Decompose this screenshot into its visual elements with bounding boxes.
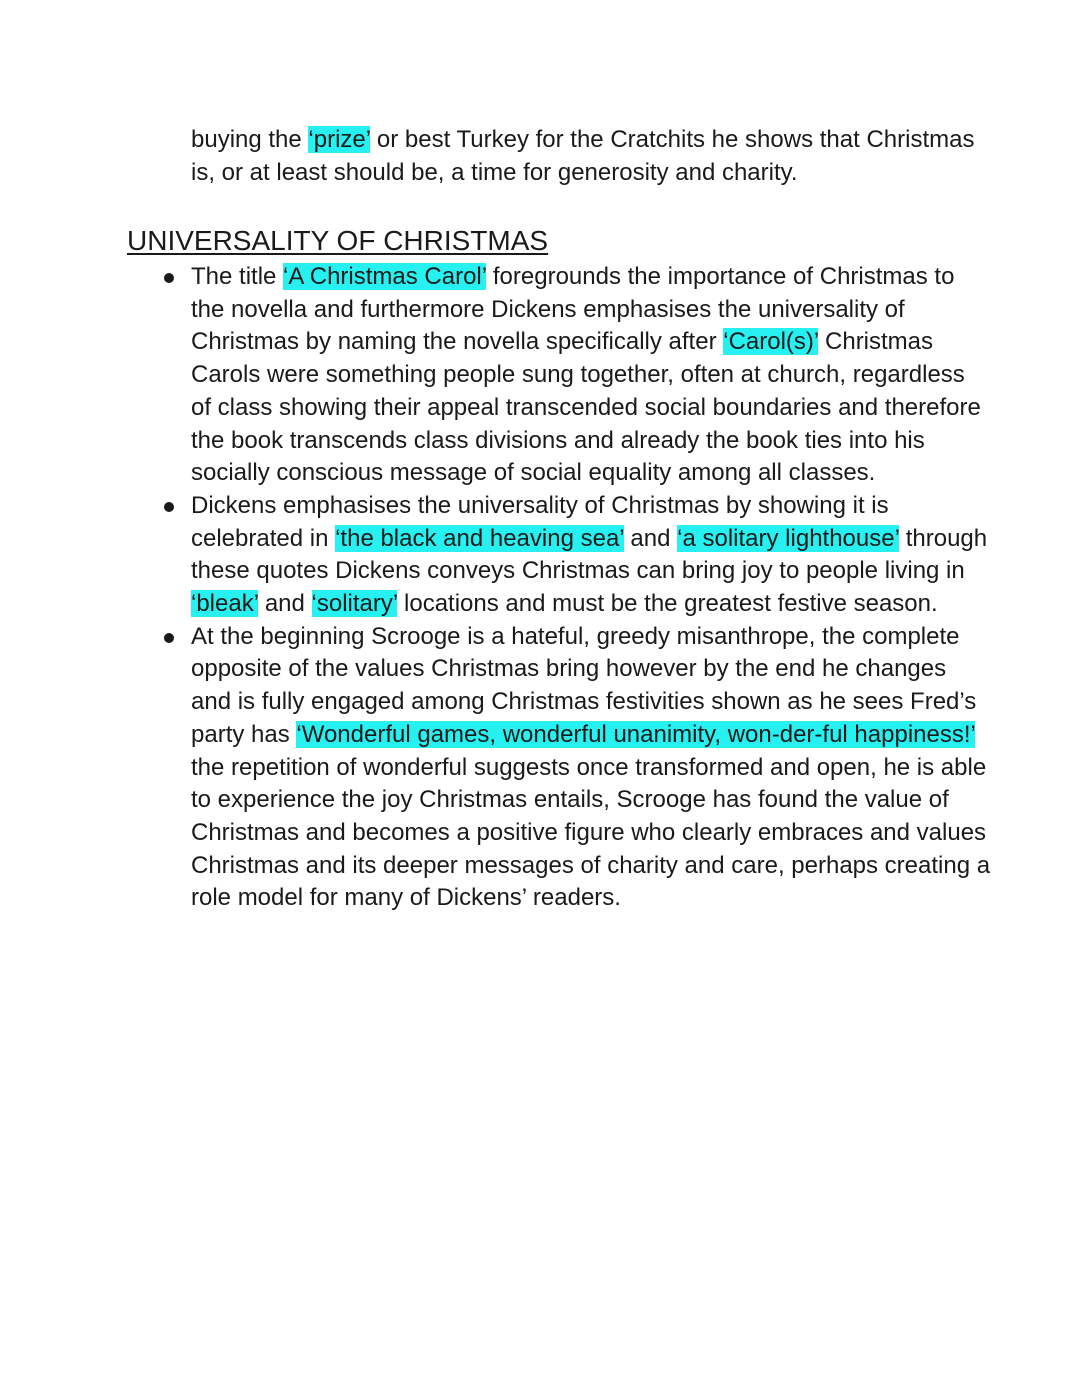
quote-a-christmas-carol: ‘A Christmas Carol’ xyxy=(283,263,487,290)
bullet2-text-5: locations and must be the greatest festive season. xyxy=(397,590,938,618)
quote-solitary-lighthouse: ‘a solitary lighthouse’ xyxy=(677,524,900,552)
bullet2-text-3: through these quotes Dickens conveys Christmas can bring joy to people living in xyxy=(191,524,988,585)
bullet-icon xyxy=(164,633,174,643)
quote-black-heaving-sea: ‘the black and heaving sea’ xyxy=(335,524,624,552)
bullet-icon xyxy=(164,273,174,283)
bullet-item-title xyxy=(191,261,991,490)
bullet3-text-1: At the beginning Scrooge is a hateful, greedy misanthrope, the complete opposite of the values Christmas bring however by the end he changes and is fully engaged among Christmas festivities shown as he sees Fred’s party has xyxy=(191,622,977,748)
quote-carols: ‘Carol(s)’ xyxy=(723,328,819,356)
continuation-text-2: or best Turkey for the Cratchits he shows that Christmas is, or at least should be, a time for generosity and charity. xyxy=(191,126,975,186)
continuation-paragraph xyxy=(191,124,991,189)
bullet1-text-3: Christmas Carols were something people sung together, often at church, regardless of class showing their appeal transcended social boundaries and therefore the book transcends class divisions and already the book ties into his socially conscious message of social equality among all classes. xyxy=(191,328,981,487)
bullet2-text-4: and xyxy=(258,590,312,618)
bullet-item-scrooge xyxy=(191,621,991,915)
bullet1-text-1: The title xyxy=(191,263,284,290)
bullet3-text-2: the repetition of wonderful suggests once transformed and open, he is able to experience the joy Christmas entails, Scrooge has found the value of Christmas and becomes a positive figure who clearly embraces and values Christmas and its deeper messages of charity and care, perhaps creating a role model for many of Dickens’ readers. xyxy=(191,753,991,912)
section-heading: UNIVERSALITY OF CHRISTMAS xyxy=(127,225,549,256)
quote-prize: ‘prize’ xyxy=(308,126,371,153)
bullet2-text-1: Dickens emphasises the universality of Christmas by showing it is celebrated in xyxy=(191,491,889,552)
quote-solitary: ‘solitary’ xyxy=(311,590,398,618)
bullet2-text-2: and xyxy=(623,524,678,552)
bullet-list xyxy=(191,261,991,915)
bullet-item-celebrated xyxy=(191,490,991,621)
bullet-icon xyxy=(164,502,174,512)
continuation-text-1: buying the xyxy=(191,126,309,153)
quote-bleak: ‘bleak’ xyxy=(191,590,259,618)
bullet1-text-2: foregrounds the importance of Christmas to the novella and furthermore Dickens emphasises the universality of Christmas by naming the novella specifically after xyxy=(191,263,955,356)
quote-wonderful-games: ‘Wonderful games, wonderful unanimity, won-der-ful happiness!’ xyxy=(296,720,975,748)
